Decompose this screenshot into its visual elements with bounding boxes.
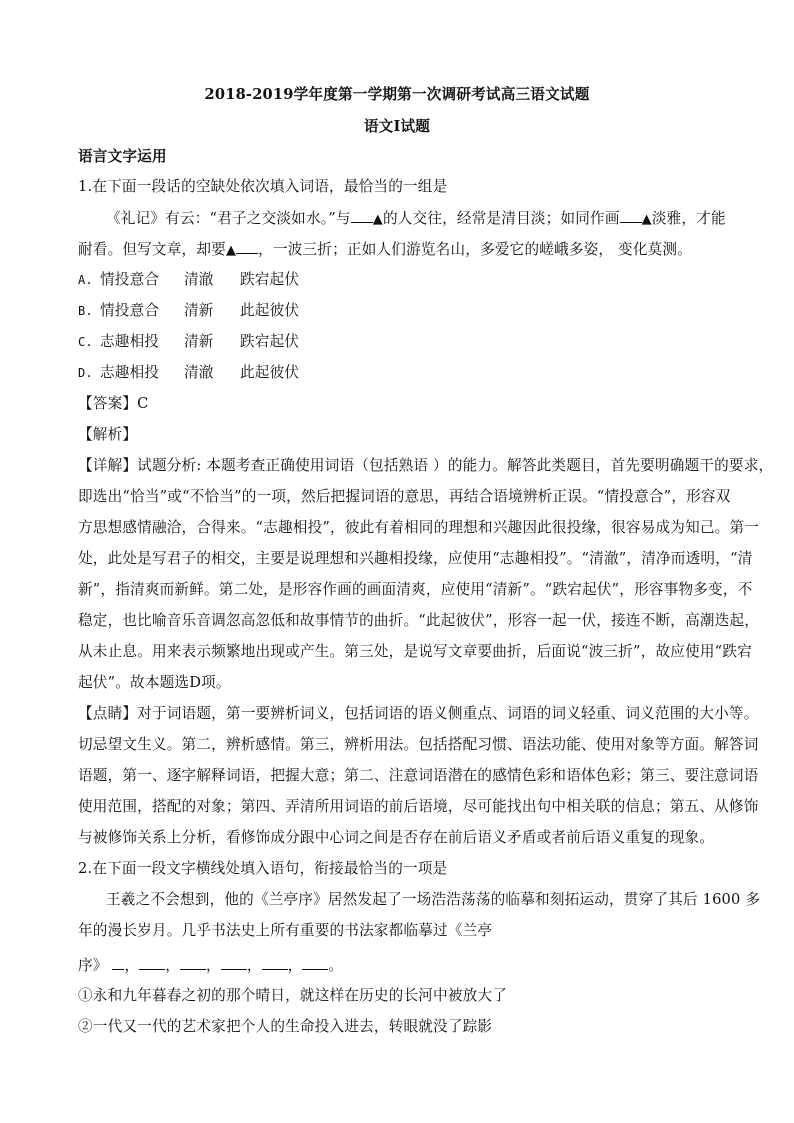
option-word: 情投意合 [100, 271, 160, 288]
fill-blank [351, 208, 373, 223]
comma: ， [246, 957, 262, 974]
passage-text: 耐看。但写文章，却要 [78, 241, 226, 258]
fill-blank [221, 955, 247, 970]
option-c [78, 332, 299, 352]
fill-blank [236, 239, 258, 254]
period: 。 [328, 957, 344, 974]
question-2-item: ①永和九年暮春之初的那个晴日，就这样在历史的长河中被放大了 [78, 987, 508, 1004]
option-word: 跌宕起伏 [240, 333, 300, 350]
analysis-label: 【解析】 [78, 426, 138, 443]
option-word: 情投意合 [100, 302, 160, 319]
option-word: 志趣相投 [100, 364, 160, 381]
detail-line: 【详解】试题分析: 本题考查正确使用词语（包括熟语 ）的能力。解答此类题目，首先要明确题干的要求， [78, 457, 774, 474]
tips-line: 语题，第一、逐字解释词语，把握大意；第二、注意词语潜在的感情色彩和语体色彩；第三、要注意词语 [78, 767, 759, 784]
option-word: 此起彼伏 [240, 302, 300, 319]
option-word: 清新 [184, 302, 214, 319]
question-2-passage-line-2: 年的漫长岁月。几乎书法史上所有重要的书法家都临摹过《兰亭 [78, 922, 493, 939]
fill-blank [139, 955, 165, 970]
fill-blank [180, 955, 206, 970]
question-2-passage-line-3 [78, 955, 343, 976]
detail-line: 处，此处是写君子的相交，主要是说理想和兴趣相投缘，应使用“志趣相投”。“清澈”，清净而透明，“清 [78, 550, 753, 567]
fill-blank [262, 955, 288, 970]
question-2-item: ②一代又一代的艺术家把个人的生命投入进去，转眼就没了踪影 [78, 1018, 493, 1035]
triangle-marker: ▲ [225, 243, 237, 258]
fill-blank [112, 955, 124, 970]
fill-blank [302, 955, 328, 970]
question-1-passage-line-2 [78, 239, 692, 261]
option-word: 清澈 [184, 364, 214, 381]
tips-line: 【点睛】对于词语题，第一要辨析词义，包括词语的语义侧重点、词语的词义轻重、词义范围的大小等。 [78, 705, 759, 722]
passage-text: 淡雅，才能 [651, 210, 726, 227]
detail-line: 方思想感情融洽，合得来。“志趣相投”，彼此有着相同的理想和兴趣因此很投缘，很容易成为知己。第一 [78, 519, 760, 536]
tips-line: 与被修饰关系上分析，看修饰成分跟中心词之间是否存在前后语义矛盾或者前后语义重复的现象。 [78, 829, 715, 846]
exam-title: 2018-2019学年度第一学期第一次调研考试高三语文试题 [204, 86, 590, 103]
passage-text: 序》 [78, 957, 108, 974]
tips-line: 切忌望文生义。第二，辨析感情。第三，辨析用法。包括搭配习惯、语法功能、使用对象等方面。解答词 [78, 736, 759, 753]
question-1-passage-line-1 [106, 208, 726, 230]
comma: ， [287, 957, 303, 974]
option-word: 此起彼伏 [240, 364, 300, 381]
question-1-stem: 1.在下面一段话的空缺处依次填入词语，最恰当的一组是 [78, 178, 448, 195]
comma: ， [165, 957, 181, 974]
detail-line: 起伏”。故本题选D项。 [78, 674, 231, 691]
option-word: 跌宕起伏 [240, 271, 300, 288]
option-word: 清新 [184, 333, 214, 350]
option-letter: D. [78, 366, 93, 380]
option-letter: B. [78, 304, 93, 318]
detail-line: 新”，指清爽而新鲜。第二处，是形容作画的画面清爽，应使用“清新”。“跌宕起伏”，形容事物多变，不 [78, 581, 753, 598]
detail-line: 稳定，也比喻音乐音调忽高忽低和故事情节的曲折。“此起彼伏”，形容一起一伏，接连不断，高潮迭起， [78, 612, 760, 629]
comma: ， [124, 957, 140, 974]
triangle-marker: ▲ [641, 212, 652, 227]
detail-line: 即选出“恰当”或“不恰当”的一项，然后把握词语的意思，再结合语境辨析正误。“情投意合”，形容双 [78, 488, 731, 505]
tips-line: 使用范围，搭配的对象；第四、弄清所用词语的前后语境，尽可能找出句中相关联的信息；第五、从修饰 [78, 798, 759, 815]
passage-text: 的人交往，经常是清目淡；如同作画 [382, 210, 620, 227]
passage-text: 《礼记》有云：“君子之交淡如水。”与 [106, 210, 351, 227]
option-word: 志趣相投 [100, 333, 160, 350]
fill-blank [620, 208, 642, 223]
detail-line: 从未止息。用来表示频繁地出现或产生。第三处，是说写文章要曲折，后面说“波三折”，故应使用“跌宕 [78, 643, 752, 660]
section-heading: 语言文字运用 [78, 148, 167, 165]
option-letter: A. [78, 273, 93, 287]
option-a [78, 270, 299, 290]
question-2-passage-line-1: 王羲之不会想到，他的《兰亭序》居然发起了一场浩浩荡荡的临摹和刻拓运动，贯穿了其后 1600 多 [106, 891, 761, 908]
option-d [78, 363, 299, 383]
option-letter: C. [78, 335, 93, 349]
comma: ， [206, 957, 221, 974]
option-word: 清澈 [184, 271, 214, 288]
triangle-marker: ▲ [372, 212, 383, 227]
question-2-stem: 2.在下面一段文字横线处填入语句，衔接最恰当的一项是 [78, 860, 448, 877]
passage-text: ，一波三折；正如人们游览名山，多爱它的嵯峨多姿， 变化莫测。 [258, 241, 693, 258]
answer-line: 【答案】C [78, 395, 149, 412]
option-b [78, 301, 299, 321]
exam-subtitle: 语文Ⅰ试题 [363, 118, 431, 135]
